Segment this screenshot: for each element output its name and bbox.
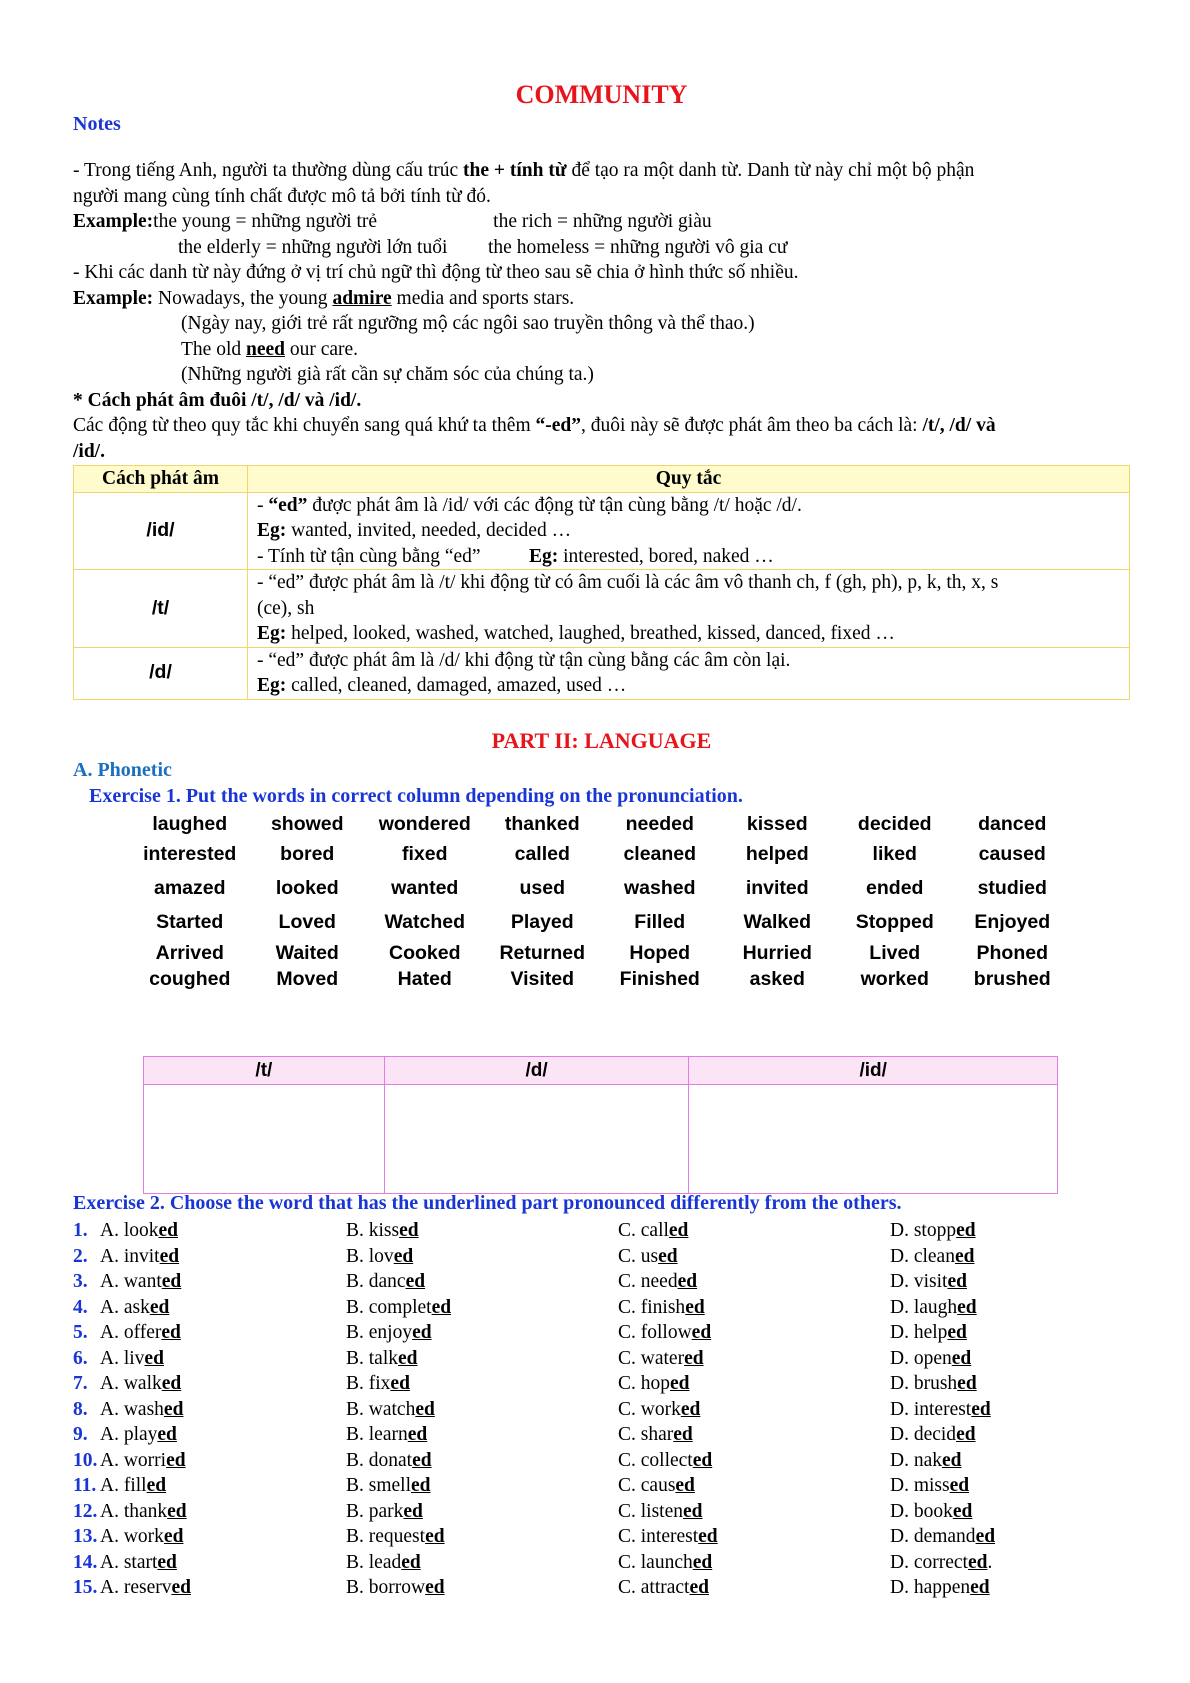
answer-option-a[interactable]: A. reserved bbox=[100, 1577, 191, 1598]
question-row bbox=[73, 1448, 1130, 1474]
answer-col-header: /d/ bbox=[384, 1057, 689, 1085]
word-item: Walked bbox=[743, 910, 812, 933]
word-item: Phoned bbox=[976, 941, 1048, 964]
word-row bbox=[131, 812, 1071, 838]
answer-option-a[interactable]: A. offered bbox=[100, 1322, 181, 1343]
word-item: called bbox=[514, 842, 570, 865]
question-number: 6. bbox=[73, 1347, 88, 1369]
pronunciation-rules-table bbox=[73, 465, 1130, 700]
question-number: 11. bbox=[73, 1475, 97, 1496]
answer-option-c[interactable]: C. attracted bbox=[618, 1577, 709, 1598]
question-row bbox=[73, 1499, 1130, 1525]
rule-row-d bbox=[74, 647, 1130, 699]
question-number: 3. bbox=[73, 1271, 88, 1292]
answer-option-c[interactable]: C. hoped bbox=[618, 1373, 690, 1394]
example-translation-1: (Ngày nay, giới trẻ rất ngưỡng mộ các ngôi sao truyền thông và thể thao.) bbox=[181, 313, 755, 334]
answer-cell-id[interactable] bbox=[689, 1085, 1058, 1194]
example-line-2: the elderly = những người lớn tuổi the homeless = những người vô gia cư bbox=[178, 236, 788, 258]
word-item: Arrived bbox=[155, 941, 224, 964]
word-item: wanted bbox=[391, 876, 459, 899]
notes-heading: Notes bbox=[73, 113, 121, 135]
answer-option-b[interactable]: B. smelled bbox=[346, 1475, 431, 1496]
answer-option-c[interactable]: C. finished bbox=[618, 1296, 705, 1318]
word-row bbox=[131, 842, 1071, 868]
pronunciation-intro: Các động từ theo quy tắc khi chuyển sang quá khứ ta thêm “-ed”, đuôi này sẽ được phát âm theo ba cách là: /t/, /d/ và bbox=[73, 415, 996, 436]
rule-category: /d/ bbox=[74, 647, 248, 699]
word-item: Played bbox=[510, 910, 574, 933]
answer-option-a[interactable]: A. started bbox=[100, 1551, 177, 1573]
answer-option-d[interactable]: D. laughed bbox=[890, 1296, 977, 1318]
note-line-2: người mang cùng tính chất được mô tả bởi tính từ đó. bbox=[73, 185, 491, 207]
rule-category: /t/ bbox=[74, 570, 248, 648]
word-item: Returned bbox=[499, 941, 586, 964]
answer-option-b[interactable]: B. parked bbox=[346, 1500, 423, 1522]
question-number: 12. bbox=[73, 1500, 98, 1522]
word-item: ended bbox=[866, 876, 924, 899]
question-row bbox=[73, 1295, 1130, 1321]
question-row bbox=[73, 1371, 1130, 1397]
word-item: caused bbox=[978, 842, 1046, 865]
answer-option-c[interactable]: C. needed bbox=[618, 1271, 698, 1292]
question-row bbox=[73, 1524, 1130, 1550]
question-number: 15. bbox=[73, 1577, 98, 1598]
answer-option-c[interactable]: C. watered bbox=[618, 1347, 704, 1369]
word-item: studied bbox=[977, 876, 1047, 899]
answer-option-b[interactable]: B. danced bbox=[346, 1271, 426, 1292]
answer-option-c[interactable]: C. launched bbox=[618, 1551, 713, 1573]
word-item: asked bbox=[749, 967, 805, 990]
answer-option-b[interactable]: B. talked bbox=[346, 1347, 418, 1369]
word-item: needed bbox=[625, 812, 694, 835]
word-row bbox=[131, 941, 1071, 967]
answer-cell-t[interactable] bbox=[144, 1085, 385, 1194]
question-number: 10. bbox=[73, 1449, 98, 1471]
word-item: amazed bbox=[153, 876, 226, 899]
document-page bbox=[73, 78, 1130, 1022]
word-item: danced bbox=[978, 812, 1047, 835]
rules-header-pronunciation: Cách phát âm bbox=[74, 466, 248, 493]
note-line-3: - Khi các danh từ này đứng ở vị trí chủ ngữ thì động từ theo sau sẽ chia ở hình thức số nhiều. bbox=[73, 262, 799, 283]
word-item: wondered bbox=[378, 812, 471, 835]
answer-option-b[interactable]: B. donated bbox=[346, 1449, 432, 1471]
answer-option-d[interactable]: D. opened bbox=[890, 1347, 972, 1369]
answer-col-header: /t/ bbox=[144, 1057, 385, 1085]
example-translation-2: (Những người già rất cần sự chăm sóc của chúng ta.) bbox=[181, 364, 594, 385]
answer-option-c[interactable]: C. used bbox=[618, 1245, 678, 1267]
answer-option-a[interactable]: A. invited bbox=[100, 1245, 180, 1267]
word-item: Hoped bbox=[629, 941, 691, 964]
answer-option-d[interactable]: D. booked bbox=[890, 1500, 973, 1522]
question-row bbox=[73, 1269, 1130, 1295]
document-title: COMMUNITY bbox=[515, 80, 688, 109]
part2-title: PART II: LANGUAGE bbox=[491, 727, 712, 753]
answer-option-d[interactable]: D. naked bbox=[890, 1449, 962, 1471]
answer-option-a[interactable]: A. wanted bbox=[100, 1271, 182, 1292]
answer-option-c[interactable]: C. caused bbox=[618, 1475, 695, 1496]
word-item: Watched bbox=[384, 910, 466, 933]
section-a-heading: A. Phonetic bbox=[73, 758, 172, 781]
question-number: 1. bbox=[73, 1220, 88, 1241]
answer-option-a[interactable]: A. washed bbox=[100, 1398, 184, 1420]
rule-text: - “ed” được phát âm là /t/ khi động từ có âm cuối là các âm vô thanh ch, f (gh, ph), p, k, th, x, s (ce), sh Eg: helped, looked, washed, watched, laughed, breathed, kissed, danced, fixed … bbox=[248, 570, 1130, 648]
example-line-3: Example: Nowadays, the young admire media and sports stars. bbox=[73, 287, 575, 309]
question-number: 4. bbox=[73, 1296, 88, 1318]
answer-option-c[interactable]: C. worked bbox=[618, 1398, 701, 1420]
question-number: 9. bbox=[73, 1424, 88, 1445]
answer-option-b[interactable]: B. borrowed bbox=[346, 1577, 445, 1598]
answer-option-a[interactable]: A. played bbox=[100, 1424, 177, 1445]
answer-option-d[interactable]: D. decided bbox=[890, 1424, 976, 1445]
question-number: 5. bbox=[73, 1322, 88, 1343]
rule-text: - “ed” được phát âm là /d/ khi động từ tận cùng bằng các âm còn lại. Eg: called, cleaned, damaged, amazed, used … bbox=[248, 647, 1130, 699]
word-item: fixed bbox=[401, 842, 448, 865]
answer-option-c[interactable]: C. followed bbox=[618, 1322, 712, 1343]
exercise2-question-list bbox=[73, 1218, 1130, 1601]
answer-option-a[interactable]: A. walked bbox=[100, 1373, 182, 1394]
word-item: Hated bbox=[397, 967, 452, 990]
word-item: decided bbox=[857, 812, 932, 835]
word-item: Moved bbox=[276, 967, 339, 990]
exercise1-answer-table bbox=[143, 1056, 1058, 1194]
answer-cell-d[interactable] bbox=[384, 1085, 689, 1194]
pronunciation-heading: * Cách phát âm đuôi /t/, /d/ và /id/. bbox=[73, 389, 362, 411]
word-item: Cooked bbox=[388, 941, 461, 964]
word-item: Started bbox=[156, 910, 224, 933]
answer-option-b[interactable]: B. watched bbox=[346, 1398, 435, 1420]
answer-option-a[interactable]: A. looked bbox=[100, 1220, 178, 1241]
question-row bbox=[73, 1422, 1130, 1448]
pronunciation-intro-end: /id/. bbox=[73, 440, 105, 462]
question-row bbox=[73, 1244, 1130, 1270]
answer-option-d[interactable]: D. missed bbox=[890, 1475, 970, 1496]
rule-row-t bbox=[74, 570, 1130, 648]
word-item: Lived bbox=[869, 941, 921, 964]
exercise2-title: Exercise 2. Choose the word that has the underlined part pronounced differently from the others. bbox=[73, 1192, 902, 1214]
answer-option-c[interactable]: C. collected bbox=[618, 1449, 713, 1471]
question-number: 8. bbox=[73, 1398, 88, 1420]
word-item: interested bbox=[143, 842, 237, 865]
word-item: Stopped bbox=[855, 910, 934, 933]
answer-option-d[interactable]: D. interested bbox=[890, 1398, 991, 1420]
word-item: invited bbox=[745, 876, 809, 899]
word-item: looked bbox=[275, 876, 339, 899]
word-item: Filled bbox=[634, 910, 686, 933]
word-item: Visited bbox=[510, 967, 575, 990]
word-item: bored bbox=[280, 842, 335, 865]
example-line-1: Example:the young = những người trẻ the rich = những người giàu bbox=[73, 211, 712, 232]
answer-option-b[interactable]: B. enjoyed bbox=[346, 1322, 432, 1343]
exercise1-word-grid bbox=[73, 812, 1130, 1022]
answer-option-b[interactable]: B. requested bbox=[346, 1526, 445, 1547]
word-item: Loved bbox=[278, 910, 336, 933]
question-row bbox=[73, 1397, 1130, 1423]
answer-option-d[interactable]: D. brushed bbox=[890, 1373, 977, 1394]
word-item: Waited bbox=[275, 941, 339, 964]
word-item: Hurried bbox=[742, 941, 812, 964]
question-number: 2. bbox=[73, 1245, 88, 1267]
answer-option-d[interactable]: D. happened bbox=[890, 1577, 990, 1598]
word-item: coughed bbox=[149, 967, 231, 990]
rule-category: /id/ bbox=[74, 492, 248, 570]
answer-option-a[interactable]: A. thanked bbox=[100, 1500, 187, 1522]
word-item: thanked bbox=[504, 812, 580, 835]
answer-option-a[interactable]: A. filled bbox=[100, 1475, 167, 1496]
answer-option-b[interactable]: B. completed bbox=[346, 1296, 452, 1318]
word-item: cleaned bbox=[623, 842, 697, 865]
answer-option-d[interactable]: D. cleaned bbox=[890, 1245, 975, 1267]
question-row bbox=[73, 1575, 1130, 1601]
word-row bbox=[131, 910, 1071, 936]
answer-option-a[interactable]: A. asked bbox=[100, 1296, 170, 1318]
question-number: 7. bbox=[73, 1373, 88, 1394]
question-row bbox=[73, 1346, 1130, 1372]
word-item: Finished bbox=[619, 967, 700, 990]
note-line-1: - Trong tiếng Anh, người ta thường dùng cấu trúc the + tính từ để tạo ra một danh từ. Danh từ này chỉ một bộ phận bbox=[73, 160, 975, 181]
answer-option-b[interactable]: B. kissed bbox=[346, 1220, 419, 1241]
answer-option-b[interactable]: B. loved bbox=[346, 1245, 414, 1267]
answer-option-a[interactable]: A. worked bbox=[100, 1526, 184, 1547]
answer-option-a[interactable]: A. worried bbox=[100, 1449, 186, 1471]
answer-option-b[interactable]: B. fixed bbox=[346, 1373, 410, 1394]
word-item: showed bbox=[270, 812, 344, 835]
word-item: liked bbox=[872, 842, 917, 865]
question-number: 13. bbox=[73, 1526, 98, 1547]
answer-option-c[interactable]: C. shared bbox=[618, 1424, 693, 1445]
word-row bbox=[131, 876, 1071, 902]
answer-option-d[interactable]: D. visited bbox=[890, 1271, 967, 1292]
word-row bbox=[131, 967, 1071, 993]
rule-row-id bbox=[74, 492, 1130, 570]
exercise1-title: Exercise 1. Put the words in correct column depending on the pronunciation. bbox=[89, 784, 743, 807]
question-row bbox=[73, 1473, 1130, 1499]
answer-option-b[interactable]: B. leaded bbox=[346, 1551, 421, 1573]
answer-option-d[interactable]: D. corrected. bbox=[890, 1551, 993, 1573]
answer-option-d[interactable]: D. stopped bbox=[890, 1220, 976, 1241]
word-item: helped bbox=[745, 842, 809, 865]
word-item: washed bbox=[623, 876, 696, 899]
answer-option-c[interactable]: C. called bbox=[618, 1220, 689, 1241]
word-item: used bbox=[519, 876, 565, 899]
word-item: laughed bbox=[152, 812, 228, 835]
question-row bbox=[73, 1218, 1130, 1244]
example-line-4: The old need our care. bbox=[181, 338, 359, 360]
word-item: Enjoyed bbox=[974, 910, 1051, 933]
word-item: worked bbox=[860, 967, 929, 990]
word-item: kissed bbox=[746, 812, 808, 835]
question-row bbox=[73, 1550, 1130, 1576]
rule-text: - “ed” được phát âm là /id/ với các động từ tận cùng bằng /t/ hoặc /d/. Eg: wanted, invited, needed, decided … - Tính từ tận cùng bằng “ed” Eg: interested, bored, naked … bbox=[248, 492, 1130, 570]
answer-option-a[interactable]: A. lived bbox=[100, 1347, 164, 1369]
rules-header-rule: Quy tắc bbox=[248, 466, 1130, 493]
question-row bbox=[73, 1320, 1130, 1346]
question-number: 14. bbox=[73, 1551, 98, 1573]
answer-col-header: /id/ bbox=[689, 1057, 1058, 1085]
answer-option-c[interactable]: C. listened bbox=[618, 1500, 703, 1522]
answer-option-d[interactable]: D. helped bbox=[890, 1322, 967, 1343]
answer-option-b[interactable]: B. learned bbox=[346, 1424, 428, 1445]
word-item: brushed bbox=[973, 967, 1051, 990]
answer-option-c[interactable]: C. interested bbox=[618, 1526, 718, 1547]
answer-option-d[interactable]: D. demanded bbox=[890, 1526, 996, 1547]
